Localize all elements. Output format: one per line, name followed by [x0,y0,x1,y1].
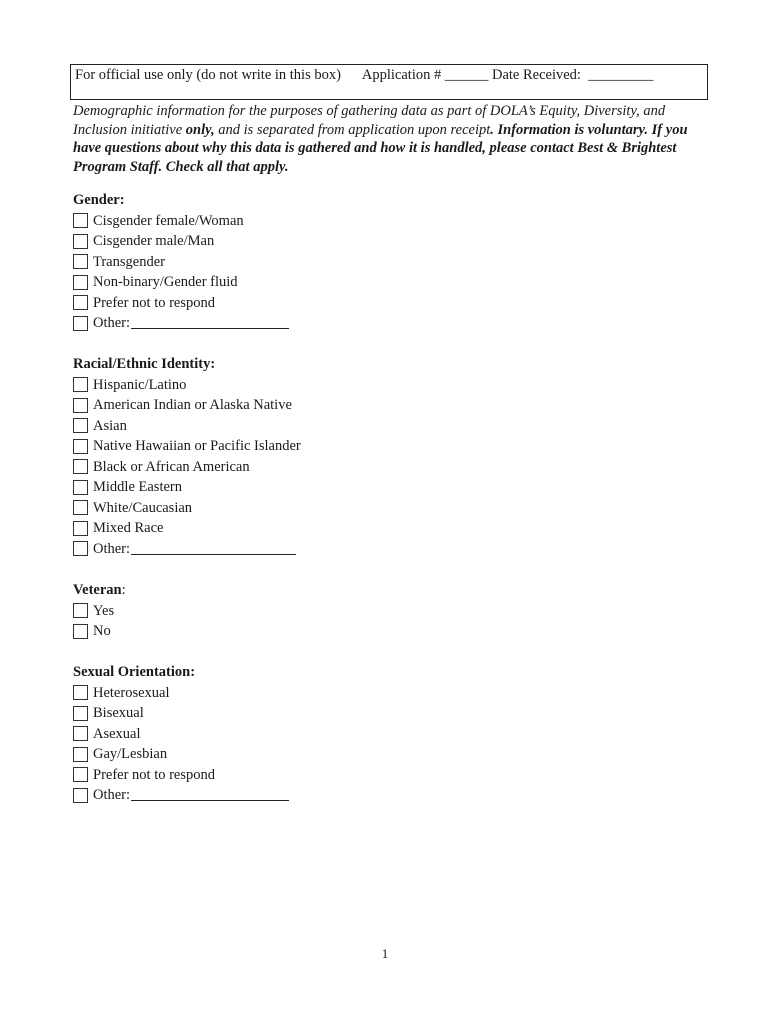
gender-option [73,293,289,314]
race-option [73,457,301,478]
checkbox[interactable] [73,480,88,495]
gender-option [73,231,289,252]
option-label: Cisgender male/Man [93,233,215,249]
option-label: American Indian or Alaska Native [93,397,292,413]
checkbox[interactable] [73,213,88,228]
other-label: Other: [93,787,131,803]
checkbox[interactable] [73,295,88,310]
intro-text-3: and is separated from application upon receipt [214,121,491,138]
gender-section [73,190,289,334]
checkbox[interactable] [73,541,88,556]
intro-text-2: only, [185,121,215,138]
orientation-option [73,744,289,765]
gender-option [73,272,289,293]
race-option [73,477,301,498]
checkbox[interactable] [73,685,88,700]
other-label: Other: [93,540,131,557]
race-other [73,539,301,560]
option-label: Transgender [93,253,165,270]
checkbox[interactable] [73,254,88,269]
option-label: Yes [93,602,115,619]
orientation-title: Sexual Orientation: [73,664,196,680]
option-label: Hispanic/Latino [93,376,187,393]
checkbox[interactable] [73,234,88,249]
checkbox[interactable] [73,398,88,413]
race-title: Racial/Ethnic Identity: [73,356,216,372]
official-use-label: For official use only (do not write in this box) [75,67,341,83]
race-option [73,395,301,416]
other-label: Other: [93,315,131,331]
checkbox[interactable] [73,377,88,392]
option-label: Cisgender female/Woman [93,212,244,229]
checkbox[interactable] [73,706,88,721]
option-label: Middle Eastern [93,479,182,495]
race-section [73,354,301,559]
gender-option [73,252,289,273]
checkbox[interactable] [73,500,88,515]
race-option [73,518,301,539]
checkbox[interactable] [73,316,88,331]
option-label: Heterosexual [93,684,170,701]
veteran-title [73,580,126,601]
option-label: Native Hawaiian or Pacific Islander [93,438,301,454]
veteran-option [73,601,126,622]
gender-title: Gender: [73,192,125,208]
checkbox[interactable] [73,624,88,639]
official-use-row [75,67,653,84]
gender-option [73,211,289,232]
veteran-title-text: Veteran [73,582,122,598]
option-label: Non-binary/Gender fluid [93,274,238,290]
orientation-option [73,683,289,704]
race-option [73,416,301,437]
official-use-box [70,64,708,100]
checkbox[interactable] [73,767,88,782]
option-label: Gay/Lesbian [93,746,168,762]
application-number-field[interactable]: ______ [444,67,489,83]
gender-other [73,313,289,334]
option-label: Asian [93,417,127,434]
veteran-section [73,580,126,642]
orientation-option [73,703,289,724]
checkbox[interactable] [73,439,88,454]
checkbox[interactable] [73,521,88,536]
date-received-label: Date Received: [491,67,581,83]
checkbox[interactable] [73,418,88,433]
option-label: White/Caucasian [93,499,193,516]
veteran-title-colon: : [121,582,126,598]
checkbox[interactable] [73,459,88,474]
checkbox[interactable] [73,275,88,290]
checkbox[interactable] [73,788,88,803]
option-label: No [93,623,111,639]
option-label: Prefer not to respond [93,766,216,783]
option-label: Mixed Race [93,520,164,536]
application-number-label: Application # [361,67,442,83]
date-received-field[interactable]: _________ [588,67,654,83]
veteran-option [73,621,126,642]
intro-text-1: Demographic information for the purposes of gathering data as part of DOLA’s Equity, Diversity, and Inclusion initiative [73,103,666,138]
checkbox[interactable] [73,747,88,762]
orientation-other-field[interactable] [131,799,289,801]
page-number: 1 [381,946,389,961]
orientation-option [73,765,289,786]
race-option [73,436,301,457]
intro-text-4: . Information is voluntary. If you have questions about why this data is gathered and how it is handled, please contact Best & Brightest Program Staff. Check all that apply. [73,121,688,175]
checkbox[interactable] [73,603,88,618]
race-option [73,375,301,396]
option-label: Bisexual [93,705,144,721]
intro-paragraph [73,102,708,176]
orientation-option [73,724,289,745]
checkbox[interactable] [73,726,88,741]
orientation-other [73,785,289,806]
gender-other-field[interactable] [131,327,289,329]
option-label: Black or African American [93,458,250,475]
race-other-field[interactable] [131,553,296,555]
race-option [73,498,301,519]
option-label: Prefer not to respond [93,294,216,311]
option-label: Asexual [93,725,141,742]
orientation-section [73,662,289,806]
